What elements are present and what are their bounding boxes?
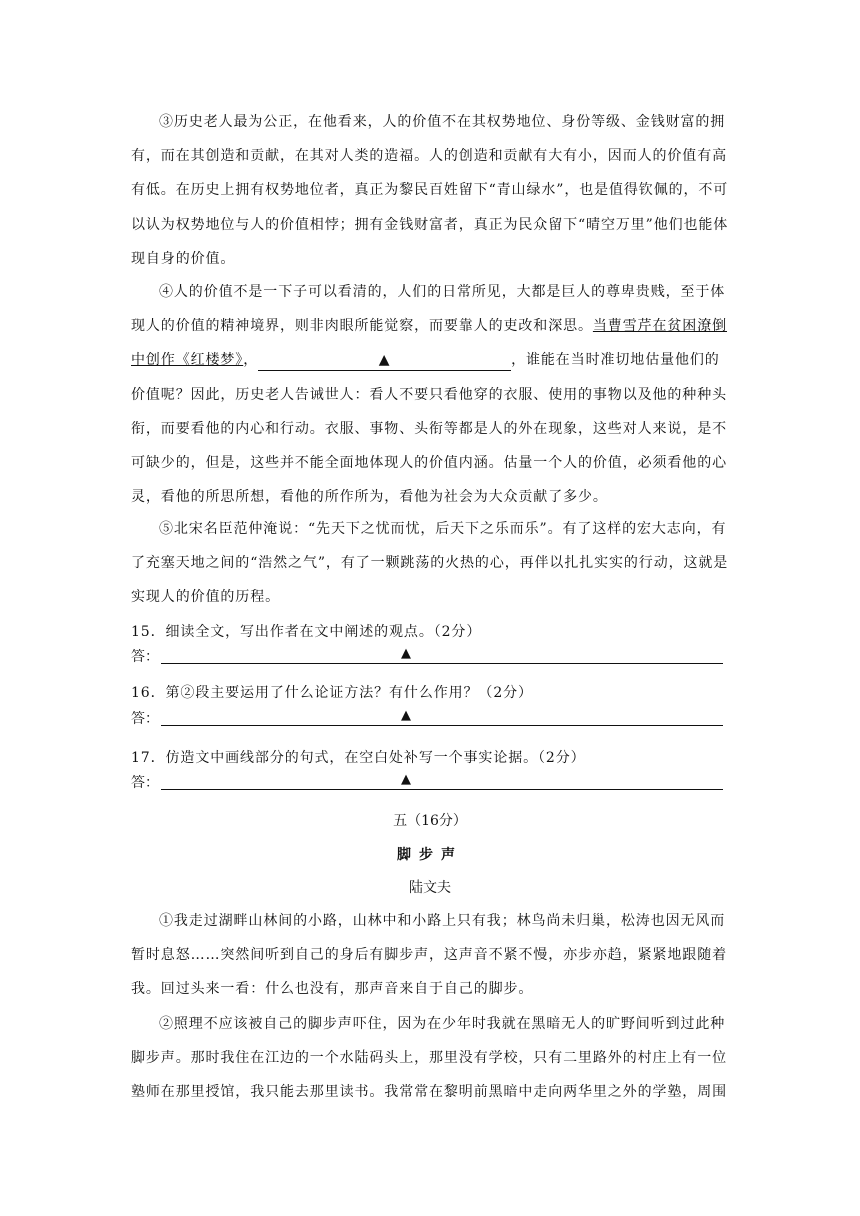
paragraph-4-text-after: ，谁能在当时准切地估量他们的价值呢？因此，历史老人告诫世人：看人不要只看他穿的衣服、使用的事物以及他的种种头衔，而要看他的内心和行动。衣服、事物、头衔等都是人的外在现象，这些对人来说，是不可缺少的，但是，这些并不能全面地体现人的价值内涵。估量一个人的价值，必须看他的心灵，看他的所思所想，看他的所作所为，看他为社会为大众贡献了多少。 [131, 352, 727, 506]
triangle-mark: ▲ [401, 646, 411, 661]
question-17: 17．仿造文中画线部分的句式，在空白处补写一个事实论据。（2分） [131, 750, 586, 766]
comma: ， [243, 352, 259, 369]
paragraph-4 [131, 275, 733, 514]
paragraph-4-text-before: ④人的价值不是一下子可以看清的，人们的日常所见，大都是巨人的尊卑贵贱，至于体现人的价值的精神境界，则非肉眼所能觉察，而要靠人的吏改和深思。 [131, 284, 726, 335]
answer-line-17[interactable] [131, 772, 723, 792]
answer-rule [161, 789, 723, 790]
article-paragraph-1: ①我走过湖畔山林间的小路，山林中和小路上只有我；林鸟尚未归巢，松涛也因无风而暂时息怒……突然间听到自己的身后有脚步声，这声音不紧不慢，亦步亦趋，紧紧地跟随着我。回过头来一看：什么也没有，那声音来自于自己的脚步。 [131, 913, 727, 998]
underlined-sentence: 当曹雪芹在贫困潦倒中创作《红楼梦》 [131, 318, 728, 369]
article-title: 脚步声 [397, 847, 463, 863]
paragraph-5: ⑤北宋名臣范仲淹说：“先天下之忧而忧，后天下之乐而乐”。有了这样的宏大志向，有了充塞天地之间的“浩然之气”，有了一颗跳荡的火热的心，再伴以扎扎实实的行动，这就是实现人的价值的历程。 [131, 521, 729, 606]
answer-line-15[interactable] [131, 646, 723, 666]
triangle-mark: ▲ [401, 772, 411, 787]
section-heading: 五（16分） [393, 813, 467, 829]
answer-rule [161, 663, 723, 664]
article-paragraph-2: ②照理不应该被自己的脚步声吓住，因为在少年时我就在黑暗无人的旷野间听到过此种脚步声。那时我住在江边的一个水陆码头上，那里没有学校，只有二里路外的村庄上有一位塾师在那里授馆，我只能去那里读书。我常常在黎明前黑暗中走向两华里之外的学塾，周围 [131, 1016, 727, 1101]
question-16: 16．第②段主要运用了什么论证方法？有什么作用？（2分） [131, 685, 533, 701]
article-author: 陆文夫 [409, 880, 451, 896]
answer-rule [161, 725, 723, 726]
answer-label: 答： [131, 649, 159, 665]
answer-label: 答： [131, 775, 159, 791]
question-15: 15．细读全文，写出作者在文中阐述的观点。（2分） [131, 624, 482, 640]
answer-line-16[interactable] [131, 708, 723, 728]
paragraph-3: ③历史老人最为公正，在他看来，人的价值不在其权势地位、身份等级、金钱财富的拥有，而在其创造和贡献，在其对人类的造福。人的创造和贡献有大有小，因而人的价值有高有低。在历史上拥有权势地位者，真正为黎民百姓留下“青山绿水”，也是值得钦佩的，不可以认为权势地位与人的价值相悖；拥有金钱财富者，真正为民众留下“晴空万里”他们也能体现自身的价值。 [131, 114, 729, 267]
fill-blank[interactable] [258, 350, 511, 371]
blank-triangle-mark: ▲ [378, 352, 391, 369]
triangle-mark: ▲ [401, 708, 411, 723]
answer-label: 答： [131, 711, 159, 727]
